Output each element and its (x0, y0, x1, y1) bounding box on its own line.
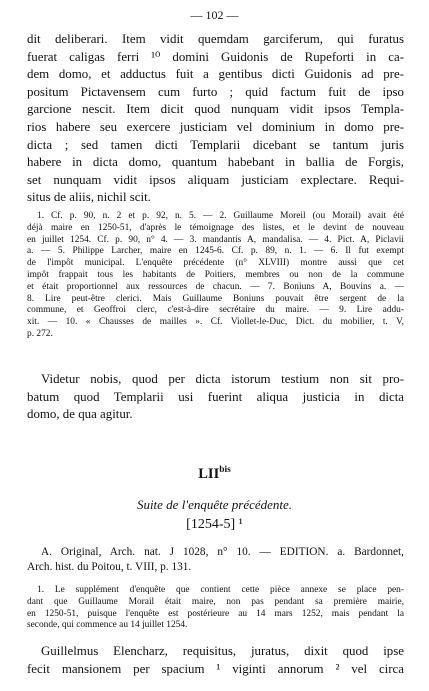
footnotes-2 (27, 585, 404, 632)
text-line: dem domo, et adductus fuit a gentibus dicti Guidonis ad pre- (27, 67, 404, 82)
body-paragraph-1 (27, 31, 404, 207)
footnote-line: dant que Guillaume Morail était maire, non pas pendant sa première mairie, (27, 596, 404, 607)
text-line: fuerat caligas ferri ¹⁰ domini Guidonis de Rupeforti in ca- (27, 49, 404, 64)
footnote-line: xit. — 10. « Chausses de mailles ». Cf. Viollet-le-Duc, Dict. du mobilier, t. V, (27, 317, 404, 328)
text-line: situs de aliis, nichil scit. (27, 190, 151, 205)
text-line: habere in dicta domo, quantum habebant in ballia de Forgis, (27, 155, 404, 170)
text-line: Guillelmus Elencharz, requisitus, juratus, dixit quod ipse (41, 644, 404, 658)
document-number-sup: bis (219, 465, 231, 476)
document-number (0, 466, 429, 483)
footnote-line: en juillet 1254. Cf. p. 90, n° 4. — 3. mandantis A, mandalisa. — 4. Pict. A, Piclavii (27, 234, 404, 245)
document-date: [1254-5] ¹ (186, 517, 243, 532)
source-line: Arch. hist. du Poitou, t. VIII, p. 131. (27, 561, 192, 573)
text-line: fecit mansionem per spacium ¹ viginti annorum ² vel circa (27, 661, 404, 676)
body-paragraph-2 (27, 371, 404, 424)
source-line: A. Original, Arch. nat. J 1028, n° 10. — EDITION. a. Bardonnet, (41, 546, 404, 558)
document-number-main: LII (198, 466, 220, 482)
footnote-line: impôt frappait tous les habitants de Poitiers, membres ou non de la commune (27, 269, 404, 280)
footnote-line: 1. Cf. p. 90, n. 2 et p. 92, n. 5. — 2. Guillaume Moreil (ou Morail) avait été (37, 211, 404, 221)
text-line: dit deliberari. Item vidit quemdam garciferum, qui furatus (27, 32, 404, 46)
text-line: positum Pictavensem cum furto ; quid factum fuit de ipso (27, 84, 404, 99)
page-number: — 102 — (190, 8, 239, 22)
footnote-line: commune, et Geoffroi clerc, c'est-à-dire secrétaire du maire. — 9. Lire addu- (27, 305, 404, 316)
footnote-line: de l'impôt municipal. L'enquête précédente (n° XLVIII) montre aussi que cet (27, 258, 404, 269)
footnote-line: p. 272. (27, 328, 53, 339)
text-line: rios habere seu exercere justiciam vel dominium in domo pre- (27, 119, 404, 134)
footnotes-1 (27, 211, 404, 341)
footnote-line: déjà maire en 1250-51, d'après le témoignage des listes, et le devint de nouveau (27, 222, 404, 233)
footnote-line: en 1250-51, puisque l'enquête est postérieure au 14 mars 1252, mais pendant la (27, 608, 404, 619)
footnote-line: seconde, qui commence au 14 juillet 1254. (27, 620, 188, 631)
footnote-line: 1. Le supplément d'enquête que contient cette pièce annexe se place pen- (37, 585, 404, 595)
text-line: Videtur nobis, quod per dicta istorum testium non sit pro- (41, 372, 404, 386)
source-citation (27, 545, 404, 575)
footnote-line: 8. Lire peut-être clerici. Mais Guillaume Boniuns pouvait être sergent de la (27, 293, 404, 304)
text-line: garcione nescit. Item dicit quod nunquam vidit ipsos Templa- (27, 102, 404, 117)
footnote-line: et était proportionnel aux ressources de chacun. — 7. Boniuns A, Bouvins a. — (27, 281, 404, 292)
text-line: domo, de qua agitur. (27, 407, 133, 422)
text-line: set nunquam vidit ipsos aliquam justiciam explectare. Requi- (27, 172, 404, 187)
body-paragraph-3 (27, 643, 404, 678)
text-line: batum quod Templarii usi fuerint aliqua justicia in dicta (27, 389, 404, 404)
footnote-line: a. — 5. Philippe Larcher, maire en 1245-6. Cf. p. 89, n. 1. — 6. Il fut exempt (27, 246, 404, 257)
text-line: dicta ; sed tamen dicti Templarii dicebant se tantum juris (27, 137, 404, 152)
document-title: Suite de l'enquête précédente. (136, 497, 293, 512)
